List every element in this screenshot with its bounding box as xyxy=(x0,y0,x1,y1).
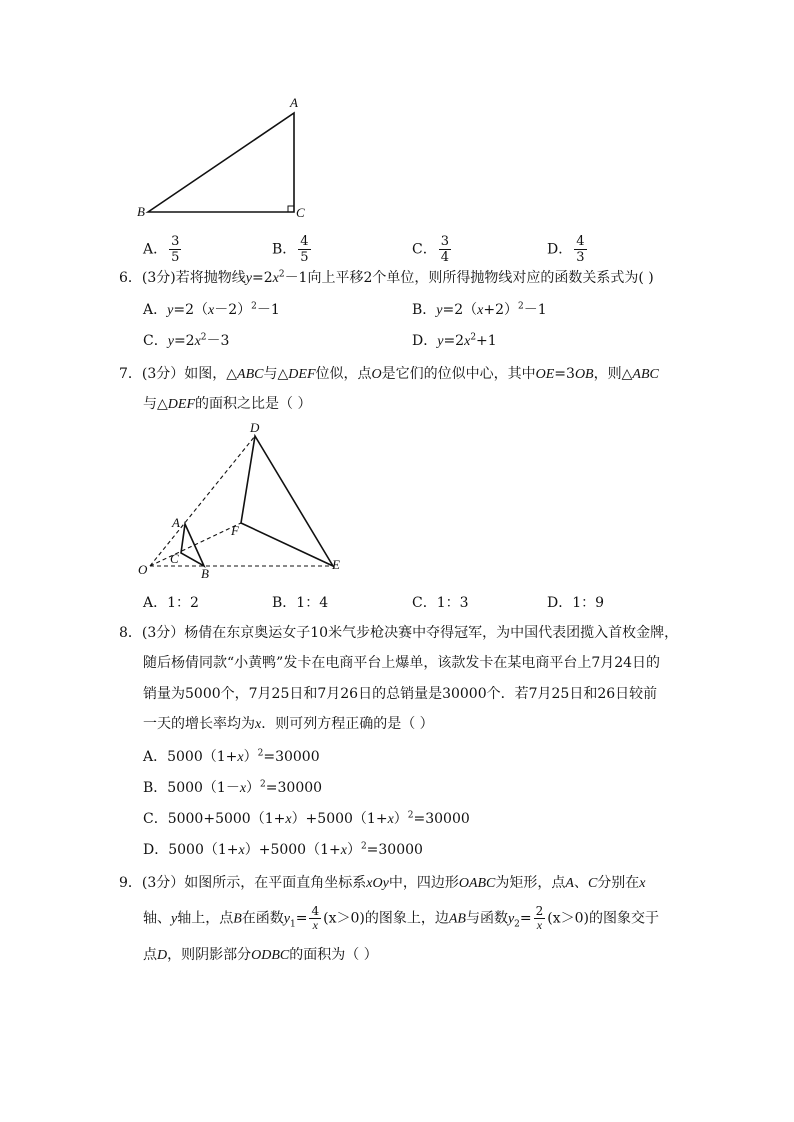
right-angle-mark xyxy=(288,206,294,212)
q7-stem-line1: 7．(3分）如图，△ABC与△DEF位似，点O是它们的位似中心，其中OE=3OB，则△ABC xyxy=(119,366,659,382)
label-a: A xyxy=(172,515,180,530)
q7-option-d: D．1：9 xyxy=(547,595,605,611)
q7-option-c: C．1：3 xyxy=(412,595,469,611)
q6-stem: 6．(3分)若将抛物线$y=2x^2-1$向上平移2个单位，则所得抛物线对应的函数关系式为( ) xyxy=(119,269,654,286)
q8-option-c: C．$5000+5000(1+x)+5000(1+x)^2=30000$ xyxy=(143,810,470,827)
q8-stem-line1: 8．(3分）杨倩在东京奥运女子10米气步枪决赛中夺得冠军，为中国代表团揽入首枚金牌， xyxy=(119,625,679,641)
q5-option-a: A． $\frac{3}{5}$ xyxy=(143,234,180,265)
q6-option-b: B．$y=2(x+2)^2-1$ xyxy=(412,301,547,318)
label-a: A xyxy=(290,95,298,110)
q9-stem-line3: 点D，则阴影部分ODBC的面积为（ ） xyxy=(143,947,378,963)
q9-stem-line2: 轴、y轴上，点B在函数$y_1=$ $\frac{4}{x}$ (x＞0)的图象上，边AB与函数$y_2=$ $\frac{2}{x}$ (x＞0)的图象交于 xyxy=(143,904,660,932)
figure-homothety xyxy=(130,418,360,588)
label-c: C xyxy=(296,205,305,220)
label-o: O xyxy=(138,562,148,577)
label-c: C xyxy=(170,551,179,566)
q8-stem-line3: 销量为5000个，7月25日和7月26日的总销量是30000个．若7月25日和26日较前 xyxy=(143,686,658,702)
q8-option-d: D．$5000(1+x)+5000(1+x)^2=30000$ xyxy=(143,841,423,858)
q9-stem-line1: 9．(3分）如图所示，在平面直角坐标系xOy中，四边形OABC为矩形，点A、C分别在x xyxy=(119,875,646,891)
triangle-abc xyxy=(181,524,204,566)
q5-option-b: B． $\frac{4}{5}$ xyxy=(272,234,309,265)
label-f: F xyxy=(231,523,239,538)
q7-option-b: B．1：4 xyxy=(272,595,329,611)
q8-stem-line4: 一天的增长率均为x．则可列方程正确的是（ ） xyxy=(143,716,434,732)
dashed-of xyxy=(150,523,241,566)
q8-option-b: B．$5000(1-x)^2=30000$ xyxy=(143,779,323,796)
q7-option-a: A．1：2 xyxy=(143,595,199,611)
triangle-def xyxy=(241,436,333,566)
q8-option-a: A．$5000(1+x)^2=30000$ xyxy=(143,748,320,765)
q8-stem-line2: 随后杨倩同款“小黄鸭”发卡在电商平台上爆单，该款发卡在某电商平台上7月24日的 xyxy=(143,655,661,671)
q5-option-d: D． $\frac{4}{3}$ xyxy=(547,234,585,265)
q6-option-d: D．$y=2x^2+1$ xyxy=(412,332,497,349)
triangle-abc xyxy=(148,113,294,212)
q5-option-c: C． $\frac{3}{4}$ xyxy=(412,234,449,265)
label-b: B xyxy=(137,204,145,219)
q6-option-a: A．$y=2(x-2)^2-1$ xyxy=(143,301,280,318)
label-b: B xyxy=(201,566,209,581)
label-e: E xyxy=(332,557,340,572)
dashed-od xyxy=(150,436,255,566)
label-d: D xyxy=(250,420,260,435)
q7-stem-line2: 与△DEF的面积之比是（ ） xyxy=(143,396,312,412)
q6-option-c: C．$y=2x^2-3$ xyxy=(143,332,230,349)
figure-right-triangle xyxy=(130,92,320,227)
